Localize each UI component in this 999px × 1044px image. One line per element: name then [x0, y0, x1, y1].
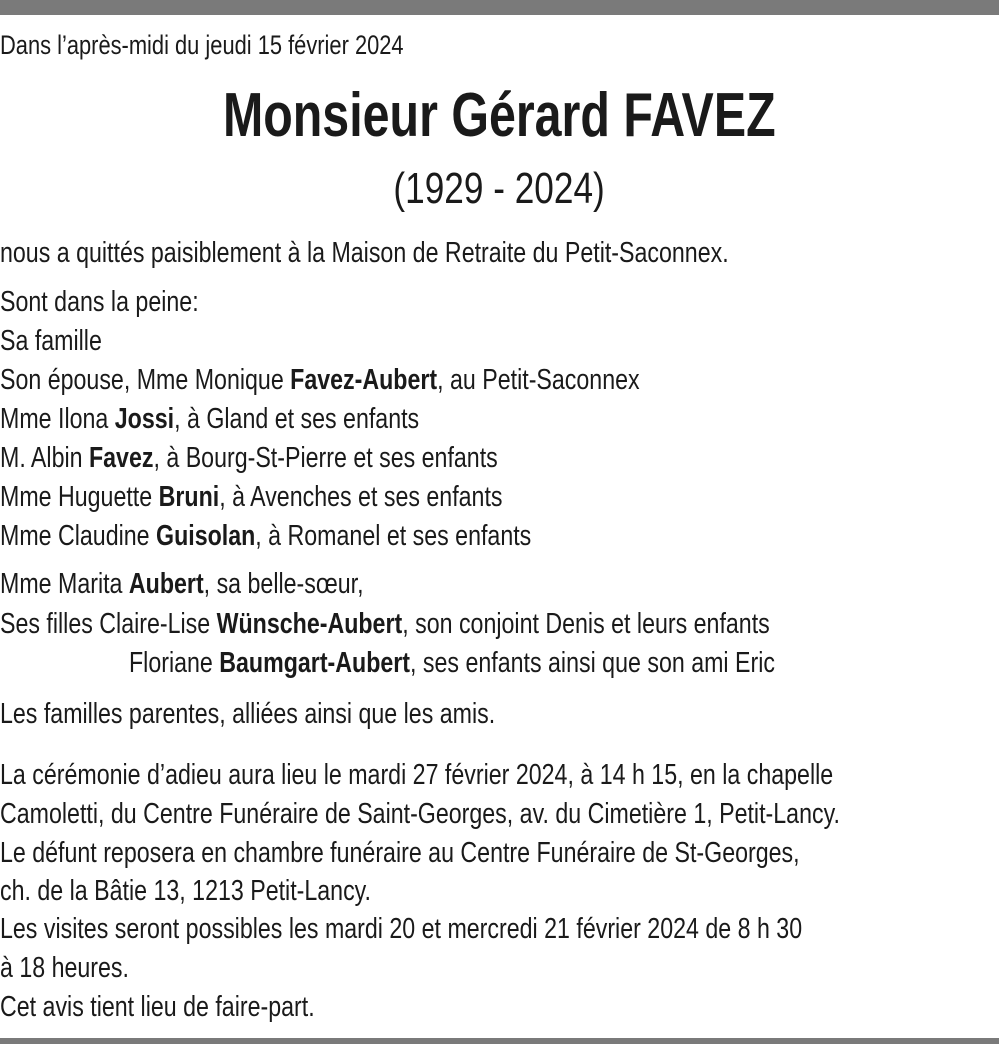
top-rule	[0, 0, 999, 15]
life-years: (1929 - 2024)	[393, 164, 606, 213]
mourner-line: Mme Ilona Jossi, à Gland et ses enfants	[0, 403, 420, 435]
deceased-name: Monsieur Gérard FAVEZ	[223, 81, 776, 150]
mourner-line: Mme Marita Aubert, sa belle-sœur,	[0, 568, 364, 600]
ceremony-detail-line: Les visites seront possibles les mardi 20 et mercredi 21 février 2024 de 8 h 30	[0, 913, 803, 945]
mourner-surname: Favez-Aubert	[290, 364, 438, 396]
ceremony-detail-line: Cet avis tient lieu de faire-part.	[0, 991, 315, 1023]
mourners-intro: Sont dans la peine:	[0, 286, 199, 318]
mourner-surname: Favez	[88, 442, 154, 474]
bottom-rule	[0, 1038, 999, 1044]
mourner-surname: Baumgart-Aubert	[219, 647, 411, 679]
ceremony-detail-line: ch. de la Bâtie 13, 1213 Petit-Lancy.	[0, 875, 372, 907]
mourner-surname: Wünsche-Aubert	[216, 608, 403, 640]
mourner-surname: Aubert	[128, 568, 204, 600]
death-place-line: nous a quittés paisiblement à la Maison de Retraite du Petit-Saconnex.	[0, 237, 729, 269]
ceremony-detail-line: La cérémonie d’adieu aura lieu le mardi 27 février 2024, à 14 h 15, en la chapelle	[0, 759, 834, 791]
family-heading: Sa famille	[0, 325, 102, 357]
mourner-surname: Bruni	[158, 481, 220, 513]
mourner-line: Floriane Baumgart-Aubert, ses enfants ainsi que son ami Eric	[129, 647, 775, 679]
mourner-surname: Guisolan	[156, 520, 256, 552]
ceremony-detail-line: à 18 heures.	[0, 952, 129, 984]
mourner-line: Mme Claudine Guisolan, à Romanel et ses enfants	[0, 520, 532, 552]
mourner-line: Son épouse, Mme Monique Favez-Aubert, au Petit-Saconnex	[0, 364, 640, 396]
relatives-line: Les familles parentes, alliées ainsi que les amis.	[0, 698, 496, 730]
mourner-line: Ses filles Claire-Lise Wünsche-Aubert, son conjoint Denis et leurs enfants	[0, 608, 770, 640]
mourner-surname: Jossi	[114, 403, 175, 435]
ceremony-detail-line: Camoletti, du Centre Funéraire de Saint-Georges, av. du Cimetière 1, Petit-Lancy.	[0, 798, 840, 830]
ceremony-detail-line: Le défunt reposera en chambre funéraire au Centre Funéraire de St-Georges,	[0, 837, 800, 869]
date-line: Dans l’après-midi du jeudi 15 février 2024	[0, 30, 404, 60]
mourner-line: M. Albin Favez, à Bourg-St-Pierre et ses enfants	[0, 442, 498, 474]
mourner-line: Mme Huguette Bruni, à Avenches et ses enfants	[0, 481, 503, 513]
